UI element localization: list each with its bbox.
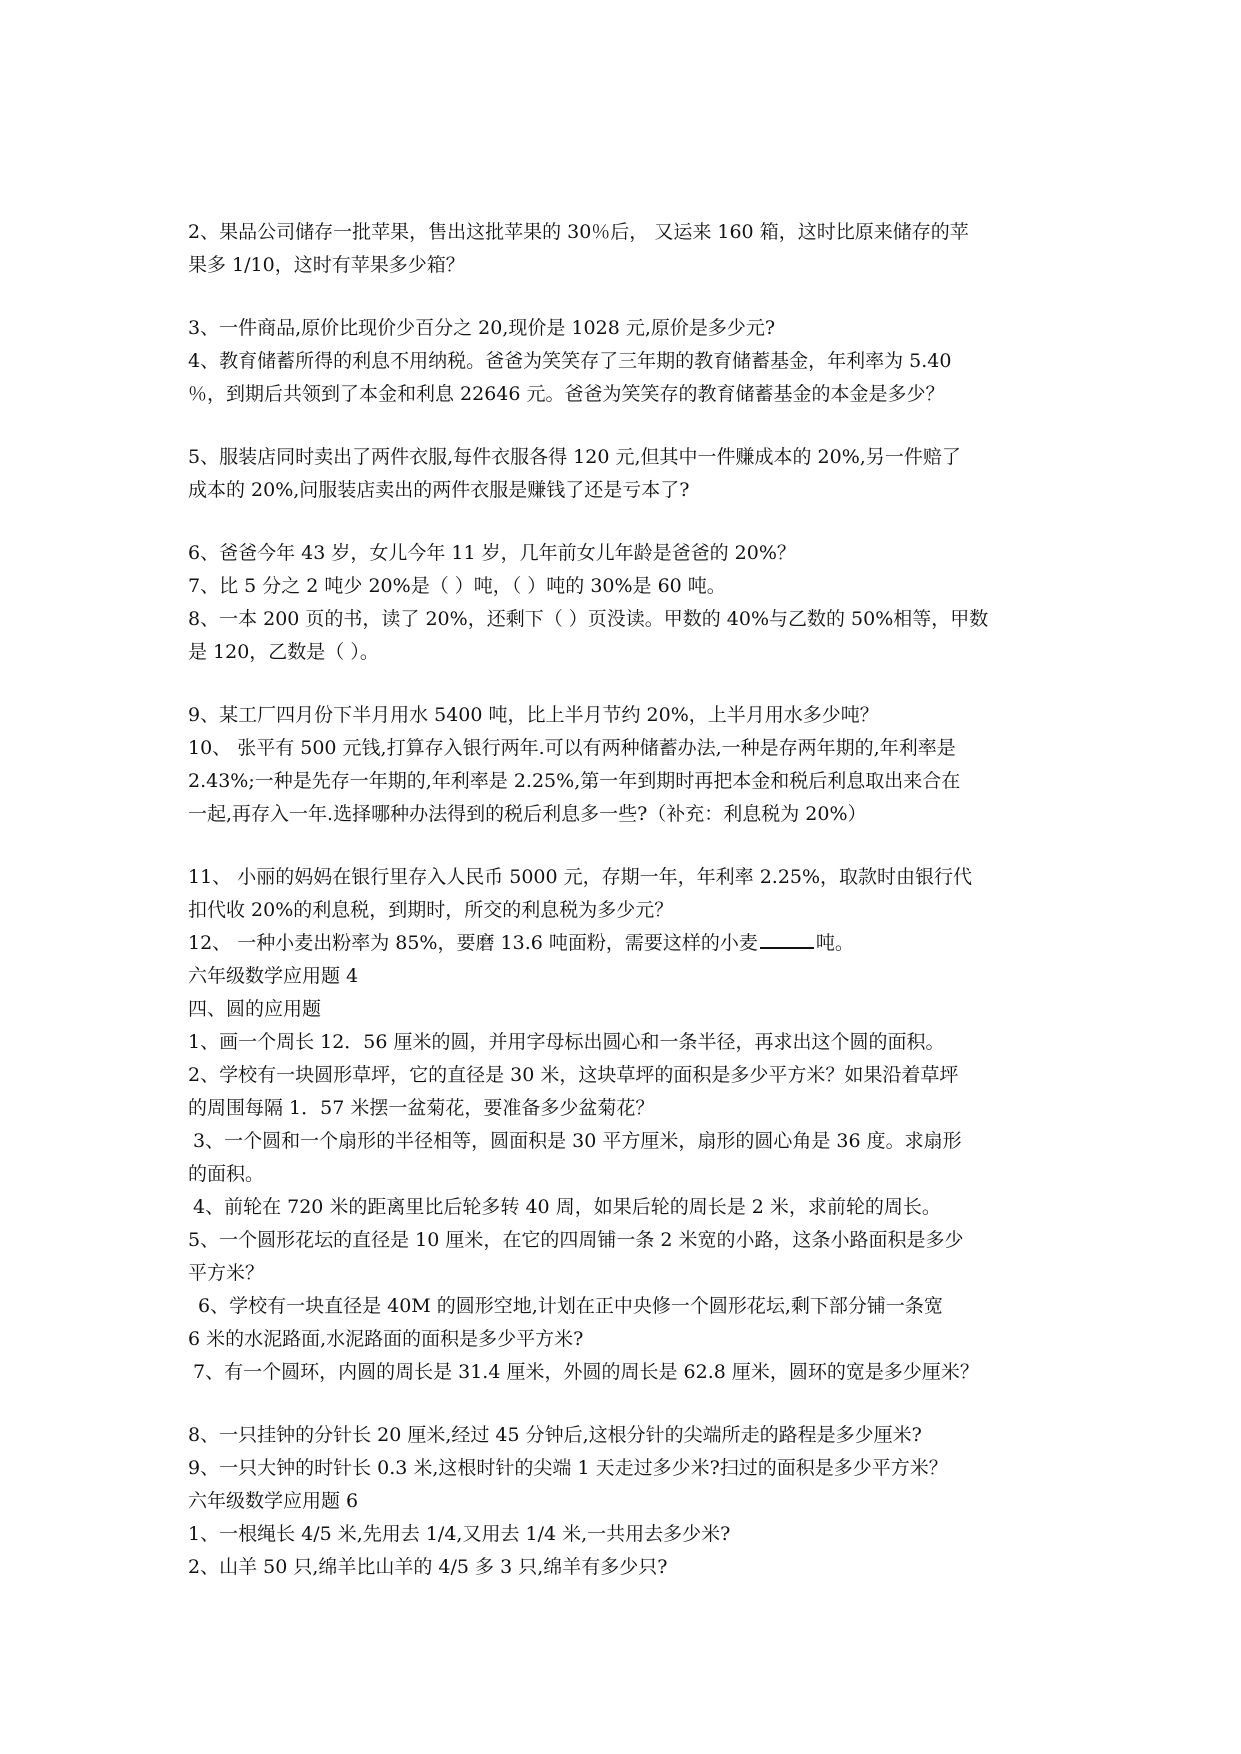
circle-problem-4: 4、前轮在 720 米的距离里比后轮多转 40 周，如果后轮的周长是 2 米，求前轮的周长。 <box>193 1196 941 1218</box>
spacer <box>188 1389 1058 1419</box>
problem-7: 7、比 5 分之 2 吨少 20%是（ ）吨，（ ）吨的 30%是 60 吨。 <box>188 575 726 597</box>
problem-10-line-3: 一起,再存入一年.选择哪种办法得到的税后利息多一些?（补充：利息税为 20%） <box>188 803 867 825</box>
circle-problem-2-line-1: 2、学校有一块圆形草坪，它的直径是 30 米，这块草坪的面积是多少平方米？如果沿着草坪 <box>188 1064 959 1086</box>
section-heading-6: 六年级数学应用题 6 <box>188 1490 359 1512</box>
problem-12-unit: 吨。 <box>815 932 854 954</box>
problem-4-line-1: 4、教育储蓄所得的利息不用纳税。爸爸为笑笑存了三年期的教育储蓄基金，年利率为 5.40 <box>188 350 952 372</box>
circle-problem-3-line-2: 的面积。 <box>188 1163 265 1185</box>
problem-5-line-2: 成本的 20%,问服装店卖出的两件衣服是赚钱了还是亏本了? <box>188 479 690 501</box>
document-body <box>188 216 1058 1584</box>
fraction-problem-2: 2、山羊 50 只,绵羊比山羊的 4/5 多 3 只,绵羊有多少只? <box>188 1556 668 1578</box>
problem-2-line-1: 2、果品公司储存一批苹果，售出这批苹果的 30％后， 又运来 160 箱，这时比原来储存的苹 <box>188 221 969 243</box>
circle-problem-6-line-1: 6、学校有一块直径是 40M 的圆形空地,计划在正中央修一个圆形花坛,剩下部分铺一条宽 <box>198 1295 943 1317</box>
problem-12 <box>188 927 1058 960</box>
problem-8-line-2: 是 120，乙数是（ ）。 <box>188 641 379 663</box>
problem-10-line-2: 2.43%;一种是先存一年期的,年利率是 2.25%,第一年到期时再把本金和税后利息取出来合在 <box>188 770 961 792</box>
section-heading-4: 六年级数学应用题 4 <box>188 965 359 987</box>
problem-5-line-1: 5、服装店同时卖出了两件衣服,每件衣服各得 120 元,但其中一件赚成本的 20%,另一件赔了 <box>188 446 961 468</box>
problem-8-line-1: 8、一本 200 页的书，读了 20%，还剩下（ ）页没读。甲数的 40%与乙数的 50%相等，甲数 <box>188 608 989 630</box>
answer-blank <box>760 929 814 949</box>
circle-problem-7: 7、有一个圆环，内圆的周长是 31.4 厘米，外圆的周长是 62.8 厘米，圆环的宽是多少厘米？ <box>193 1361 979 1383</box>
section-subheading-circle: 四、圆的应用题 <box>188 998 322 1020</box>
problem-11-line-2: 扣代收 20%的利息税，到期时，所交的利息税为多少元？ <box>188 899 674 921</box>
problem-6: 6、爸爸今年 43 岁，女儿今年 11 岁，几年前女儿年龄是爸爸的 20%？ <box>188 542 796 564</box>
problem-11-line-1: 11、 小丽的妈妈在银行里存入人民币 5000 元，存期一年，年利率 2.25%，取款时由银行代 <box>188 866 973 888</box>
circle-problem-5-line-2: 平方米？ <box>188 1262 265 1284</box>
problem-10-line-1: 10、 张平有 500 元钱,打算存入银行两年.可以有两种储蓄办法,一种是存两年期的,年利率是 <box>188 737 956 759</box>
spacer <box>188 282 1058 312</box>
spacer <box>188 507 1058 537</box>
problem-3: 3、一件商品,原价比现价少百分之 20,现价是 1028 元,原价是多少元? <box>188 317 776 339</box>
circle-problem-1: 1、画一个周长 12．56 厘米的圆，并用字母标出圆心和一条半径，再求出这个圆的面积。 <box>188 1031 945 1053</box>
problem-12-text: 12、 一种小麦出粉率为 85%，要磨 13.6 吨面粉，需要这样的小麦 <box>188 932 758 954</box>
spacer <box>188 669 1058 699</box>
circle-problem-8: 8、一只挂钟的分针长 20 厘米,经过 45 分钟后,这根分针的尖端所走的路程是多少厘米? <box>188 1424 922 1446</box>
problem-4-line-2: ％，到期后共领到了本金和利息 22646 元。爸爸为笑笑存的教育储蓄基金的本金是多少？ <box>188 383 945 405</box>
fraction-problem-1: 1、一根绳长 4/5 米,先用去 1/4,又用去 1/4 米,一共用去多少米? <box>188 1523 731 1545</box>
spacer <box>188 411 1058 441</box>
spacer <box>188 831 1058 861</box>
problem-2-line-2: 果多 1/10，这时有苹果多少箱？ <box>188 254 465 276</box>
circle-problem-3-line-1: 3、一个圆和一个扇形的半径相等，圆面积是 30 平方厘米，扇形的圆心角是 36 度。求扇形 <box>193 1130 962 1152</box>
circle-problem-9: 9、一只大钟的时针长 0.3 米,这根时针的尖端 1 天走过多少米?扫过的面积是多少平方米？ <box>188 1457 948 1479</box>
circle-problem-2-line-2: 的周围每隔 1．57 米摆一盆菊花，要准备多少盆菊花？ <box>188 1097 655 1119</box>
circle-problem-6-line-2: 6 米的水泥路面,水泥路面的面积是多少平方米? <box>188 1328 584 1350</box>
problem-9: 9、某工厂四月份下半月用水 5400 吨，比上半月节约 20%，上半月用水多少吨？ <box>188 704 879 726</box>
circle-problem-5-line-1: 5、一个圆形花坛的直径是 10 厘米，在它的四周铺一条 2 米宽的小路，这条小路面积是多少 <box>188 1229 964 1251</box>
